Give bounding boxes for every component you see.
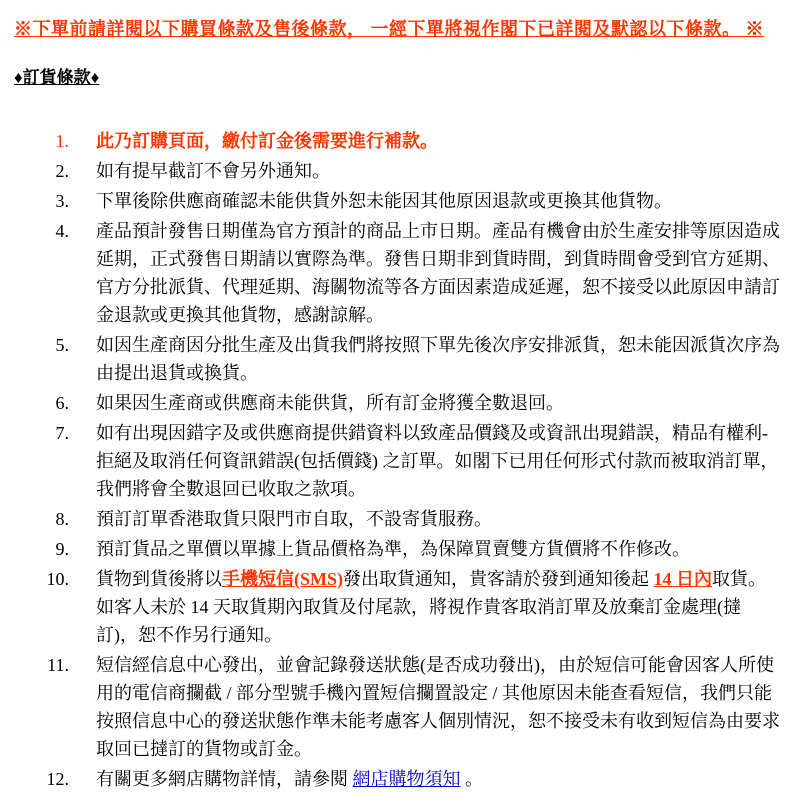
store-shopping-guide-link[interactable]: 網店購物須知 [352, 769, 461, 789]
term-item-10 [14, 565, 796, 649]
term-item-4 [14, 217, 796, 329]
term-item-2-text: 如有提早截訂不會另外通知。 [96, 161, 330, 181]
term-item-5-text: 如因生產商因分批生產及出貨我們將按照下單先後次序安排派貨，恕未能因派貨次序為由提出退貨或換貨。 [96, 335, 780, 383]
pickup-deadline-highlight: 14 日內 [653, 569, 712, 589]
term-item-4-number: 4. [55, 221, 69, 241]
term-item-5 [14, 331, 796, 387]
term-item-3-text: 下單後除供應商確認未能供貨外恕未能因其他原因退款或更換其他貨物。 [96, 191, 672, 211]
term-item-2 [14, 157, 796, 185]
term-item-3-number: 3. [55, 191, 69, 211]
term-item-7-number: 7. [55, 423, 69, 443]
term-item-9-text: 預訂貨品之單價以單據上貨品價格為準，為保障買賣雙方貨價將不作修改。 [96, 539, 690, 559]
term-item-8-text: 預訂訂單香港取貨只限門市自取，不設寄貨服務。 [96, 509, 492, 529]
term-item-10-post: 取貨。如客人未於 14 天取貨期內取貨及付尾款，將視作貴客取消訂單及放棄訂金處理(撻訂)，恕不作另行通知。 [96, 569, 766, 645]
sms-notice-highlight: 手機短信(SMS) [222, 569, 343, 589]
term-item-5-number: 5. [55, 335, 69, 355]
term-item-8 [14, 505, 796, 533]
term-item-7 [14, 419, 796, 503]
term-item-12-number: 12. [46, 769, 69, 789]
order-terms-section-title: ♦訂貨條款♦ [14, 68, 100, 87]
term-item-11 [14, 651, 796, 763]
term-item-6-text: 如果因生產商或供應商未能供貨，所有訂金將獲全數退回。 [96, 393, 564, 413]
term-item-11-number: 11. [47, 655, 69, 675]
term-item-12 [14, 765, 796, 793]
term-item-1-text: 此乃訂購頁面，繳付訂金後需要進行補款。 [96, 131, 438, 151]
term-item-11-text: 短信經信息中心發出，並會記錄發送狀態(是否成功發出)，由於短信可能會因客人所使用的電信商攔截 / 部分型號手機內置短信攔置設定 / 其他原因未能查看短信，我們只能按照信息中心的發送狀態作準未能考慮客人個別情況，恕不接受未有收到短信為由要求取回已撻訂的貨物或訂金。 [96, 655, 780, 759]
terms-list [14, 127, 796, 793]
term-item-12-text [96, 765, 782, 793]
term-item-8-number: 8. [55, 509, 69, 529]
term-item-1-number: 1. [55, 131, 69, 151]
term-item-6 [14, 389, 796, 417]
term-item-10-text [96, 565, 782, 649]
term-item-3 [14, 187, 796, 215]
term-item-9-number: 9. [55, 539, 69, 559]
term-item-10-pre: 貨物到貨後將以 [96, 569, 222, 589]
term-item-12-pre: 有關更多網店購物詳情，請參閱 [96, 769, 353, 789]
term-item-10-number: 10. [46, 569, 69, 589]
term-item-9 [14, 535, 796, 563]
pre-order-notice-heading: ※下單前請詳閱以下購買條款及售後條款， 一經下單將視作閣下已詳閱及默認以下條款。 ※ [14, 19, 764, 39]
term-item-4-text: 產品預計發售日期僅為官方預計的商品上市日期。產品有機會由於生產安排等原因造成延期，正式發售日期請以實際為準。發售日期非到貨時間，到貨時間會受到官方延期、官方分批派貨、代理延期、海關物流等各方面因素造成延遲，恕不接受以此原因申請訂金退款或更換其他貨物，感謝諒解。 [96, 221, 780, 325]
term-item-1 [14, 127, 796, 155]
term-item-2-number: 2. [55, 161, 69, 181]
term-item-10-mid: 發出取貨通知，貴客請於發到通知後起 [343, 569, 654, 589]
term-item-6-number: 6. [55, 393, 69, 413]
term-item-12-post: 。 [460, 769, 483, 789]
term-item-7-text: 如有出現因錯字及或供應商提供錯資料以致產品價錢及或資訊出現錯誤，精品有權利-拒絕及取消任何資訊錯誤(包括價錢) 之訂單。如閣下已用任何形式付款而被取消訂單，我們將會全數退回已收取之款項。 [96, 423, 779, 499]
